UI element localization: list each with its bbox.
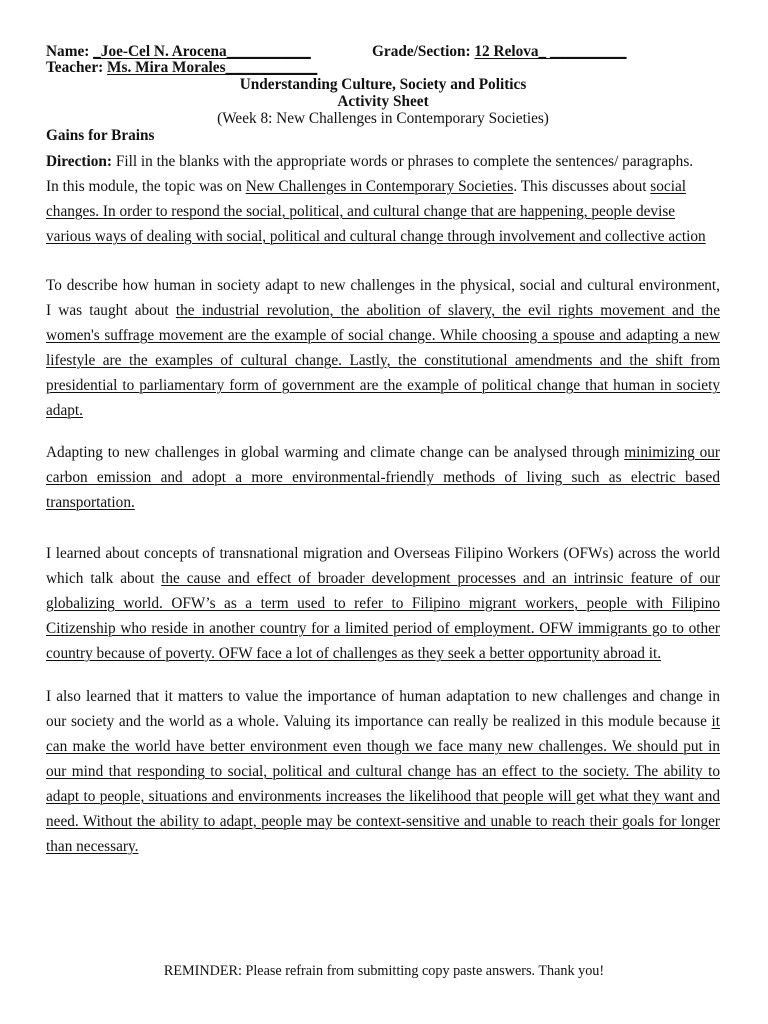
student-name-value: _Joe-Cel N. Arocena___________ xyxy=(93,42,311,60)
paragraph-line xyxy=(46,684,720,709)
answer-text: New Challenges in Contemporary Societies xyxy=(245,177,514,195)
answer-text: our mind that responding to social, political and cultural change has an effect to the society. The ability to xyxy=(46,762,720,780)
paragraph-3 xyxy=(46,440,720,515)
worksheet-subtitle: Activity Sheet xyxy=(337,92,429,110)
paragraph-line xyxy=(46,734,720,759)
paragraph-line xyxy=(46,199,720,224)
prompt-text: our society and the world as a whole. Valuing its importance can really be realized in this module because xyxy=(46,712,712,730)
paragraph-line xyxy=(46,541,720,566)
paragraph-5 xyxy=(46,684,720,859)
direction-line xyxy=(46,149,720,174)
answer-text: than necessary. xyxy=(46,837,139,855)
prompt-text: In this module, the topic was on xyxy=(46,177,246,195)
prompt-text: I was taught about xyxy=(46,301,176,319)
paragraph-line xyxy=(46,398,720,423)
answer-text: adapt to people, situations and environments increases the likelihood that people will get what they want and xyxy=(46,787,720,805)
worksheet-title: Understanding Culture, Society and Politics xyxy=(239,76,527,94)
prompt-text: which talk about xyxy=(46,569,162,587)
paragraph-line xyxy=(46,490,720,515)
answer-text: the cause and effect of broader development processes and an intrinsic feature of our xyxy=(161,569,720,587)
paragraph-line xyxy=(46,809,720,834)
answer-text: women's suffrage movement are the example of social change. While choosing a spouse and adapting a new xyxy=(46,326,720,344)
answer-text: it xyxy=(711,712,720,730)
prompt-text: To describe how human in society adapt to new challenges in the physical, social and cultural environment, xyxy=(46,276,720,294)
grade-section-label: Grade/Section: xyxy=(372,42,471,60)
answer-text: carbon emission and adopt a more environmental-friendly methods of living such as electric based xyxy=(46,468,720,486)
paragraph-line xyxy=(46,323,720,348)
answer-text: lifestyle are the examples of cultural change. Lastly, the constitutional amendments and the shift from xyxy=(46,351,720,369)
answer-text: the industrial revolution, the abolition of slavery, the evil rights movement and the xyxy=(175,301,720,319)
answer-text: transportation. xyxy=(46,493,135,511)
paragraph-line xyxy=(46,759,720,784)
paragraph-1 xyxy=(46,174,720,249)
answer-text: adapt. xyxy=(46,401,83,419)
answer-text: need. Without the ability to adapt, people may be context-sensitive and unable to reach their goals for longer xyxy=(46,812,720,830)
reminder-note: REMINDER: Please refrain from submitting copy paste answers. Thank you! xyxy=(163,962,605,979)
answer-text: social xyxy=(650,177,686,195)
prompt-text: Adapting to new challenges in global warming and climate change can be analysed through xyxy=(46,443,625,461)
name-grade-row xyxy=(46,44,720,61)
answer-text: country because of poverty. OFW face a lot of challenges as they seek a better opportunity abroad it. xyxy=(46,644,662,662)
prompt-text: . This discusses about xyxy=(513,177,651,195)
paragraph-line xyxy=(46,465,720,490)
paragraph-line xyxy=(46,224,720,249)
student-name-label: Name: xyxy=(46,42,90,60)
teacher-value: Ms. Mira Morales____________ xyxy=(107,59,318,77)
paragraph-line xyxy=(46,440,720,465)
paragraph-line xyxy=(46,834,720,859)
grade-section-field xyxy=(372,44,627,61)
paragraph-2 xyxy=(46,273,720,423)
answer-text: can make the world have better environment even though we face many new challenges. We should put in xyxy=(46,737,720,755)
worksheet-header xyxy=(46,44,720,145)
paragraph-line xyxy=(46,616,720,641)
section-heading: Gains for Brains xyxy=(46,126,155,144)
prompt-text: I learned about concepts of transnational migration and Overseas Filipino Workers (OFWs) across the world xyxy=(46,544,720,562)
answer-text: minimizing our xyxy=(624,443,720,461)
direction-label: Direction: xyxy=(46,152,112,170)
paragraph-line xyxy=(46,373,720,398)
answer-text: presidential to parliamentary form of government are the example of political change that human in society xyxy=(46,376,720,394)
answer-text: Citizenship who reside in another country for a limited period of employment. OFW immigrants go to other xyxy=(46,619,720,637)
answer-text: changes. In order to respond the social, political, and cultural change that are happening, people devise xyxy=(46,202,676,220)
teacher-row xyxy=(46,60,720,77)
direction-text: Fill in the blanks with the appropriate words or phrases to complete the sentences/ paragraphs. xyxy=(115,152,694,170)
paragraph-line xyxy=(46,709,720,734)
paragraph-line xyxy=(46,348,720,373)
prompt-text: I also learned that it matters to value the importance of human adaptation to new challenges and change in xyxy=(46,687,720,705)
week-topic: (Week 8: New Challenges in Contemporary Societies) xyxy=(217,109,549,127)
answer-text: various ways of dealing with social, political and cultural change through involvement and collective action xyxy=(46,227,706,245)
grade-section-value: 12 Relova_ __________ xyxy=(474,42,627,60)
paragraph-line xyxy=(46,566,720,591)
paragraph-line xyxy=(46,174,720,199)
worksheet-body xyxy=(46,149,720,859)
paragraph-line xyxy=(46,641,720,666)
paragraph-line xyxy=(46,784,720,809)
paragraph-4 xyxy=(46,541,720,666)
paragraph-line xyxy=(46,273,720,298)
paragraph-line xyxy=(46,298,720,323)
paragraph-line xyxy=(46,591,720,616)
teacher-label: Teacher: xyxy=(46,59,104,77)
answer-text: globalizing world. OFW’s as a term used to refer to Filipino migrant workers, people with Filipino xyxy=(46,594,720,612)
